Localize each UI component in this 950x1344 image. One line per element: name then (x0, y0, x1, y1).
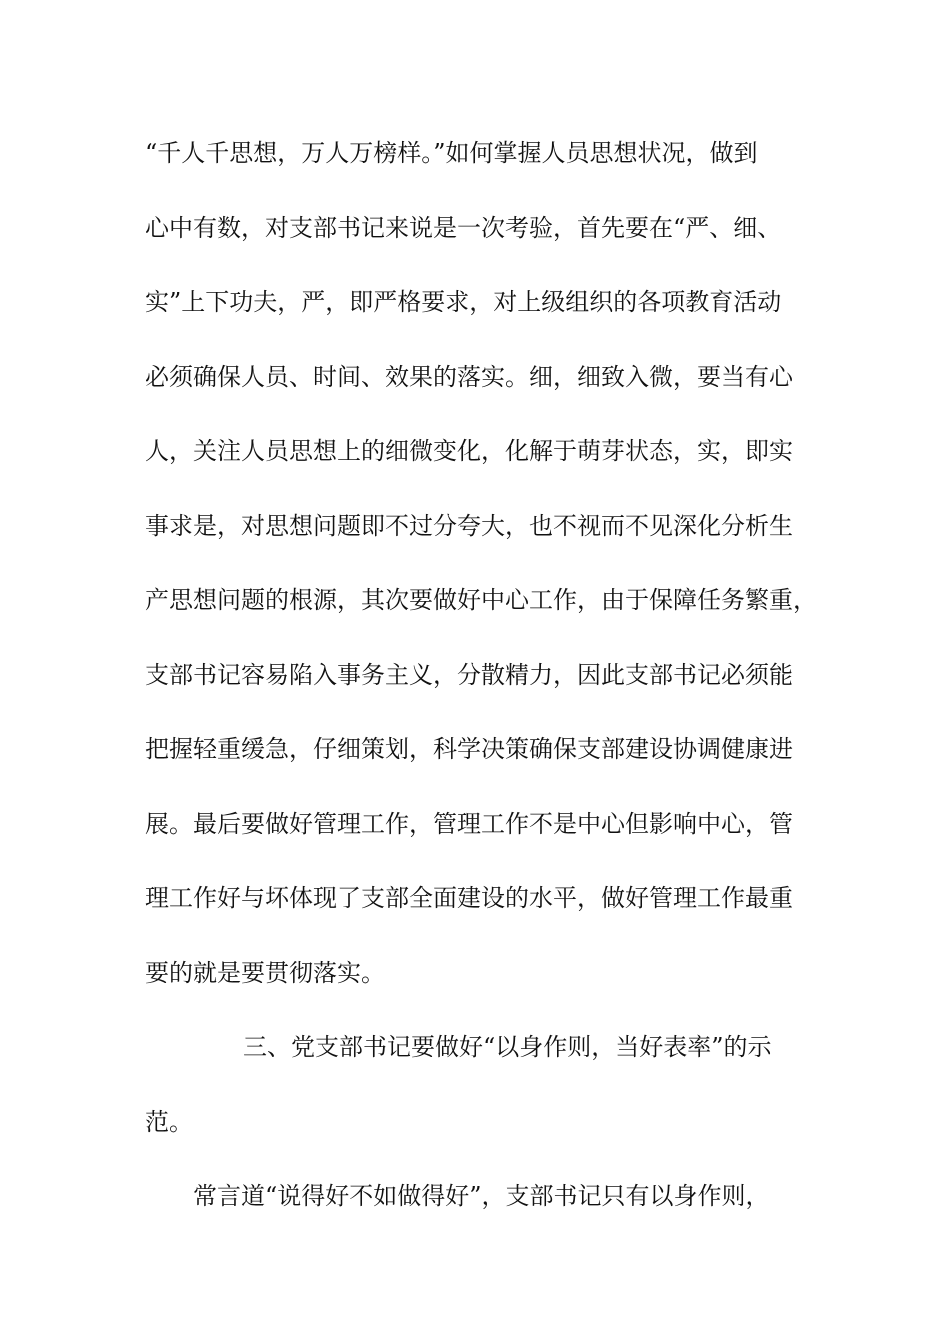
body-text-line: 要的就是要贯彻落实。 (145, 959, 385, 987)
body-text-line: 人，关注人员思想上的细微变化，化解于萌芽状态，实，即实 (145, 437, 793, 465)
section-heading-continuation: 范。 (145, 1108, 193, 1136)
body-text-line: 理工作好与坏体现了支部全面建设的水平，做好管理工作最重 (145, 884, 793, 912)
body-text-line: “千人千思想，万人万榜样。”如何掌握人员思想状况，做到 (145, 139, 758, 167)
body-text-line: 把握轻重缓急，仔细策划，科学决策确保支部建设协调健康进 (145, 735, 793, 763)
body-text-line: 实”上下功夫，严，即严格要求，对上级组织的各项教育活动 (145, 288, 782, 316)
body-text-line: 支部书记容易陷入事务主义，分散精力，因此支部书记必须能 (145, 661, 793, 689)
section-heading: 三、党支部书记要做好“以身作则，当好表率”的示 (243, 1033, 772, 1061)
paragraph-first-line: 常言道“说得好不如做得好”，支部书记只有以身作则， (193, 1182, 770, 1210)
body-text-line: 产思想问题的根源，其次要做好中心工作，由于保障任务繁重， (145, 586, 817, 614)
body-text-line: 事求是，对思想问题即不过分夸大，也不视而不见深化分析生 (145, 512, 793, 540)
body-text-line: 展。最后要做好管理工作，管理工作不是中心但影响中心，管 (145, 810, 793, 838)
body-text-line: 心中有数，对支部书记来说是一次考验，首先要在“严、细、 (145, 214, 782, 242)
body-text-line: 必须确保人员、时间、效果的落实。细，细致入微，要当有心 (145, 363, 793, 391)
